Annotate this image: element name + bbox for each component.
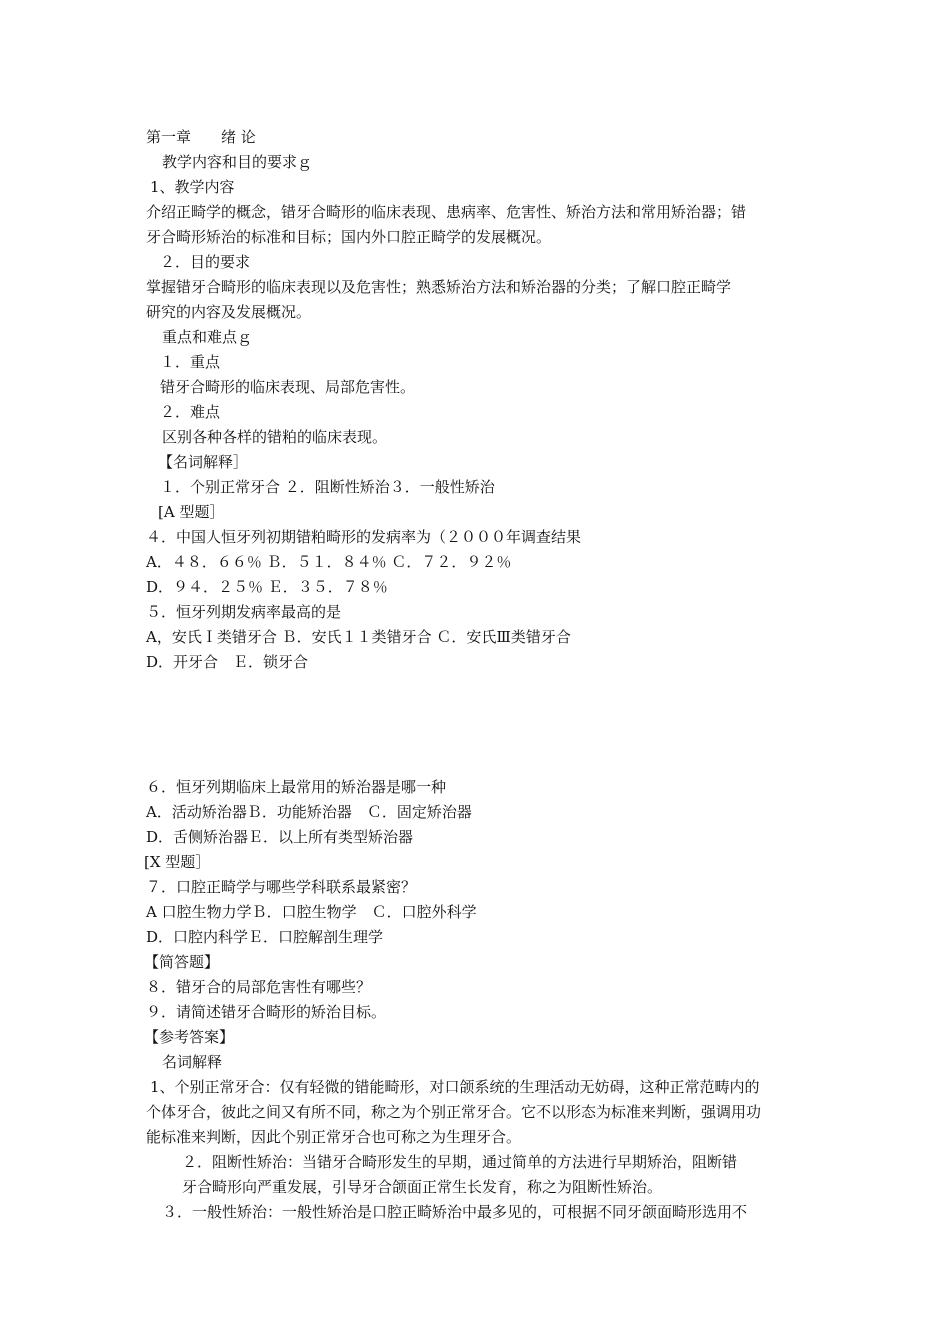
question-line: ６．恒牙列期临床上最常用的矫治器是哪一种: [146, 778, 447, 796]
paragraph-line: 牙合畸形矫治的标准和目标；国内外口腔正畸学的发展概况。: [146, 228, 552, 246]
section-heading: [A 型题］: [158, 503, 225, 521]
paragraph-line: 1、个别正常牙合：仅有轻微的错能畸形，对口颌系统的生理活动无妨碍，这种正常范畴内的: [150, 1078, 760, 1096]
section-heading: 【简答题】: [144, 953, 220, 971]
chapter-title: 第一章 绪 论: [146, 128, 256, 146]
section-heading: 教学内容和目的要求ｇ: [162, 153, 313, 171]
section-heading: [X 型题］: [144, 853, 211, 871]
paragraph-line: 能标准来判断，因此个别正常牙合也可称之为生理牙合。: [146, 1128, 522, 1146]
paragraph-line: 掌握错牙合畸形的临床表现以及危害性；熟悉矫治方法和矫治器的分类；了解口腔正畸学: [146, 278, 732, 296]
subsection-heading: 1、教学内容: [150, 178, 235, 196]
answer-options: D．舌侧矫治器Ｅ．以上所有类型矫治器: [146, 828, 414, 846]
paragraph-line: 区别各种各样的错粕的临床表现。: [162, 428, 388, 446]
paragraph-line: 个体牙合，彼此之间又有所不同，称之为个别正常牙合。它不以形态为标准来判断，强调用功: [146, 1103, 762, 1121]
term-list: １．个别正常牙合 ２．阻断性矫治３．一般性矫治: [160, 478, 495, 496]
question-line: ４．中国人恒牙列初期错粕畸形的发病率为（２０００年调查结果: [146, 528, 582, 546]
question-line: ５．恒牙列期发病率最高的是: [146, 603, 342, 621]
paragraph-line: ２．阻断性矫治：当错牙合畸形发生的早期，通过简单的方法进行早期矫治，阻断错: [182, 1153, 738, 1171]
answer-options: A．活动矫治器Ｂ．功能矫治器 Ｃ．固定矫治器: [146, 803, 472, 821]
question-line: ８．错牙合的局部危害性有哪些？: [146, 978, 372, 996]
paragraph-line: 介绍正畸学的概念，错牙合畸形的临床表现、患病率、危害性、矫治方法和常用矫治器；错: [146, 203, 747, 221]
subsection-heading: ２．难点: [160, 403, 221, 421]
answer-options: A，安氏Ｉ类错牙合 Ｂ．安氏１１类错牙合 Ｃ．安氏Ⅲ类错牙合: [146, 628, 571, 646]
question-line: ７．口腔正畸学与哪些学科联系最紧密？: [146, 878, 417, 896]
answer-options: A．４８．６６％ Ｂ．５１．８４％ Ｃ．７２．９２％: [146, 553, 512, 571]
question-line: ９．请简述错牙合畸形的矫治目标。: [146, 1003, 387, 1021]
subsection-heading: 名词解释: [162, 1053, 223, 1071]
answer-options: D．开牙合 Ｅ．锁牙合: [146, 653, 309, 671]
answer-options: D．口腔内科学Ｅ．口腔解剖生理学: [146, 928, 384, 946]
answer-options: A 口腔生物力学Ｂ．口腔生物学 Ｃ．口腔外科学: [146, 903, 477, 921]
subsection-heading: １．重点: [160, 353, 221, 371]
subsection-heading: ２．目的要求: [160, 253, 251, 271]
paragraph-line: 错牙合畸形的临床表现、局部危害性。: [160, 378, 416, 396]
section-heading: 重点和难点ｇ: [162, 328, 253, 346]
paragraph-line: 牙合畸形向严重发展，引导牙合颌面正常生长发育，称之为阻断性矫治。: [182, 1178, 663, 1196]
answer-options: D．９４．２５％ Ｅ．３５．７８％: [146, 578, 388, 596]
section-heading: 【参考答案】: [144, 1028, 235, 1046]
paragraph-line: ３．一般性矫治：一般性矫治是口腔正畸矫治中最多见的，可根据不同牙颌面畸形选用不: [162, 1203, 748, 1221]
section-heading: 【名词解释］: [158, 453, 249, 471]
paragraph-line: 研究的内容及发展概况。: [146, 303, 312, 321]
